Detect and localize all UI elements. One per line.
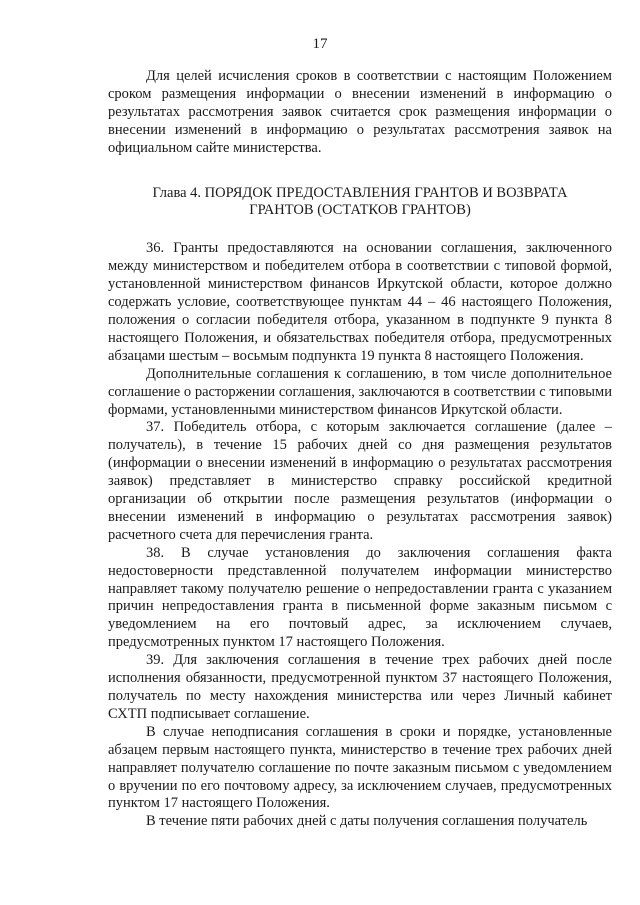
- paragraph-38: 38. В случае установления до заключения соглашения факта недостоверности представленной получателем информации министерство направляет такому получателю решение о непредоставлении гранта с указанием причин непредоставления гранта в письменной форме заказным письмом с уведомлением на его почтовый адрес, за исключением случаев, предусмотренных пунктом 17 настоящего Положения.: [108, 544, 612, 651]
- paragraph-36-additional: Дополнительные соглашения к соглашению, в том числе дополнительное соглашение о расторжении соглашения, заключаются в соответствии с типовыми формами, установленными министерством финансов Иркутской области.: [108, 365, 612, 418]
- intro-paragraph: Для целей исчисления сроков в соответствии с настоящим Положением сроком размещения информации о внесении изменений в информацию о результатах рассмотрения заявок считается срок размещения информации о внесении изменений в информацию о результатах рассмотрения заявок на официальном сайте министерства.: [108, 68, 612, 156]
- paragraph-39-second: В случае неподписания соглашения в сроки и порядке, установленные абзацем первым настоящего пункта, министерство в течение трех рабочих дней направляет получателю соглашение по почте заказным письмом с уведомлением о вручении по его почтовому адресу, за исключением случаев, предусмотренных пунктом 17 настоящего Положения.: [108, 723, 612, 812]
- page-number: 17: [312, 36, 328, 52]
- document-body: [108, 68, 612, 831]
- paragraph-36: 36. Гранты предоставляются на основании соглашения, заключенного между министерством и победителем отбора в соответствии с типовой формой, установленной министерством финансов Иркутской области, которое должно содержать условие, соответствующее пунктам 44 – 46 настоящего Положения, положения о согласии победителя отбора, указанном в подпункте 9 пункта 8 настоящего Положения, и обязательствах победителя отбора, предусмотренных абзацами шестым – восьмым подпункта 19 пункта 8 настоящего Положения.: [108, 240, 612, 364]
- chapter-heading: [108, 185, 612, 221]
- paragraph-37: 37. Победитель отбора, с которым заключается соглашение (далее – получатель), в течение 15 рабочих дней со дня размещения результатов (информации о внесении изменений в информацию о результатах рассмотрения заявок) представляет в министерство справку российской кредитной организации об открытии после размещения результатов (информации о внесении изменений в информацию о результатах рассмотрения заявок) расчетного счета для перечисления гранта.: [108, 419, 612, 543]
- chapter-heading-line1: Глава 4. ПОРЯДОК ПРЕДОСТАВЛЕНИЯ ГРАНТОВ И ВОЗВРАТА: [152, 184, 568, 201]
- paragraph-39: 39. Для заключения соглашения в течение трех рабочих дней после исполнения обязанности, предусмотренной пунктом 37 настоящего Положения, получатель по месту нахождения министерства или через Личный кабинет СХТП подписывает соглашение.: [108, 652, 612, 722]
- paragraph-39-third: В течение пяти рабочих дней с даты получения соглашения получатель: [146, 813, 588, 830]
- chapter-heading-line2: ГРАНТОВ (ОСТАТКОВ ГРАНТОВ): [249, 202, 471, 219]
